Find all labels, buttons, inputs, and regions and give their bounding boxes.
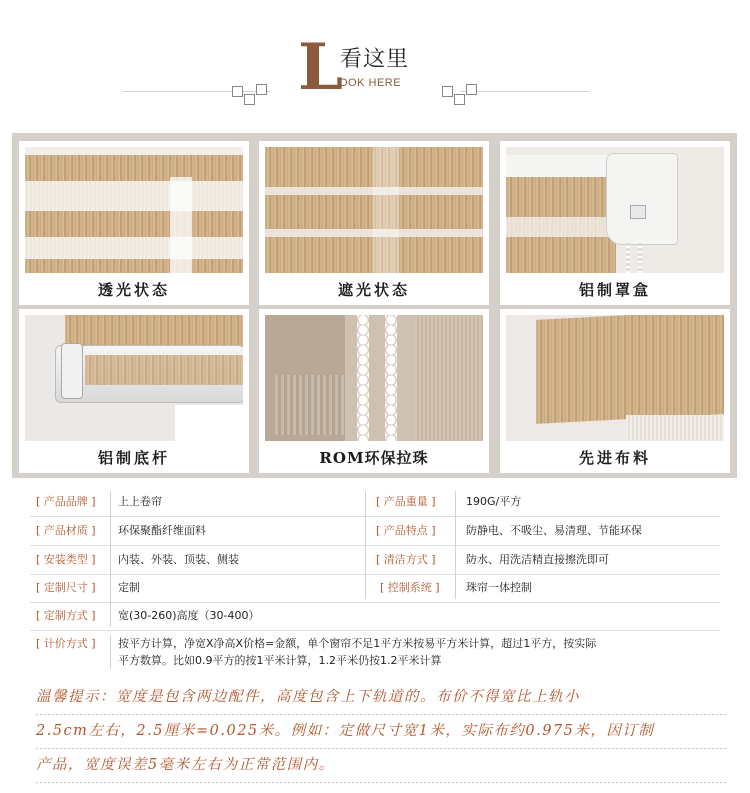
column-separator	[455, 491, 456, 599]
column-separator	[110, 491, 111, 627]
warm-tip-line-3: 产品，宽度误差5毫米左右为正常范围内。	[36, 757, 335, 773]
warm-tip	[36, 680, 726, 782]
logo-letter: L	[298, 30, 343, 105]
spec-label-install: [ 安装类型 ]	[36, 553, 96, 566]
spec-label-clean: [ 清洁方式 ]	[376, 553, 436, 566]
spec-label-material: [ 产品材质 ]	[36, 524, 96, 537]
spec-row	[0, 603, 750, 629]
gallery-card-sheer	[19, 141, 249, 305]
warm-tip-line-1: 温馨提示：宽度是包含两边配件，高度包含上下轨道的。布价不得宽比上轨小	[36, 689, 580, 705]
gallery-card-bead-chain	[259, 309, 489, 473]
spec-row	[0, 575, 750, 601]
spec-value-size: 定制	[118, 581, 140, 594]
spec-value-material: 环保聚酯纤维面料	[118, 524, 206, 537]
aluminum-bottom-rail-photo	[25, 315, 243, 441]
spec-label-brand: [ 产品品牌 ]	[36, 495, 96, 508]
warm-tip-line-2: 2.5cm左右，2.5厘米=0.025米。例如：定做尺寸宽1米，实际布约0.975米，因订制	[36, 723, 655, 739]
spec-value-method: 宽(30-260)高度（30-400）	[118, 609, 260, 622]
sheer-state-photo	[25, 147, 243, 273]
gallery-card-fabric	[500, 309, 730, 473]
spec-label-weight: [ 产品重量 ]	[376, 495, 436, 508]
spec-value-weight: 190G/平方	[466, 495, 522, 508]
caption-fabric: 先进布料	[578, 449, 651, 467]
aluminum-cassette-photo	[506, 147, 724, 273]
dotted-line	[36, 748, 726, 749]
caption-sheer: 透光状态	[97, 281, 170, 299]
spec-row	[0, 518, 750, 544]
dotted-line	[36, 782, 726, 783]
spec-value-price	[118, 635, 718, 669]
spec-value-clean: 防水、用洗洁精直接擦洗即可	[466, 553, 609, 566]
caption-cassette: 铝制罩盒	[578, 281, 651, 299]
spec-value-control: 珠帘一体控制	[466, 581, 532, 594]
price-line-2: 平方数算。比如0.9平方的按1平米计算，1.2平米仍按1.2平米计算	[118, 654, 442, 667]
header	[0, 0, 750, 130]
page-subtitle: OOK HERE	[339, 77, 402, 89]
spec-row	[0, 489, 750, 515]
spec-value-feature: 防静电、不吸尘、易清理、节能环保	[466, 524, 642, 537]
caption-blackout: 遮光状态	[337, 281, 410, 299]
spec-value-brand: 上上卷帘	[118, 495, 162, 508]
spec-label-price: [ 计价方式 ]	[36, 637, 96, 650]
decor-squares-right-icon	[440, 82, 490, 106]
gallery-card-bottom-rail	[19, 309, 249, 473]
caption-bottom-rail: 铝制底杆	[97, 449, 170, 467]
spec-row	[0, 547, 750, 573]
spec-label-feature: [ 产品特点 ]	[376, 524, 436, 537]
caption-bead-chain: ROM环保拉珠	[319, 449, 429, 467]
divider	[30, 516, 720, 517]
spec-label-control: [ 控制系统 ]	[380, 581, 440, 594]
divider	[30, 545, 720, 546]
gallery-card-blackout	[259, 141, 489, 305]
column-separator	[365, 491, 366, 599]
fabric-photo	[506, 315, 724, 441]
decor-squares-left-icon	[228, 82, 278, 106]
spec-label-size: [ 定制尺寸 ]	[36, 581, 96, 594]
product-gallery	[12, 133, 737, 478]
dotted-line	[36, 714, 726, 715]
column-separator	[110, 635, 111, 669]
spec-label-method: [ 定制方式 ]	[36, 609, 96, 622]
blackout-state-photo	[265, 147, 483, 273]
page-title: 看这里	[340, 47, 410, 72]
bead-chain-photo	[265, 315, 483, 441]
spec-value-install: 内装、外装、顶装、侧装	[118, 553, 239, 566]
price-line-1: 按平方计算，净宽X净高X价格=金额，单个窗帘不足1平方米按易平方米计算，超过1平方，按实际	[118, 637, 597, 650]
gallery-card-cassette	[500, 141, 730, 305]
